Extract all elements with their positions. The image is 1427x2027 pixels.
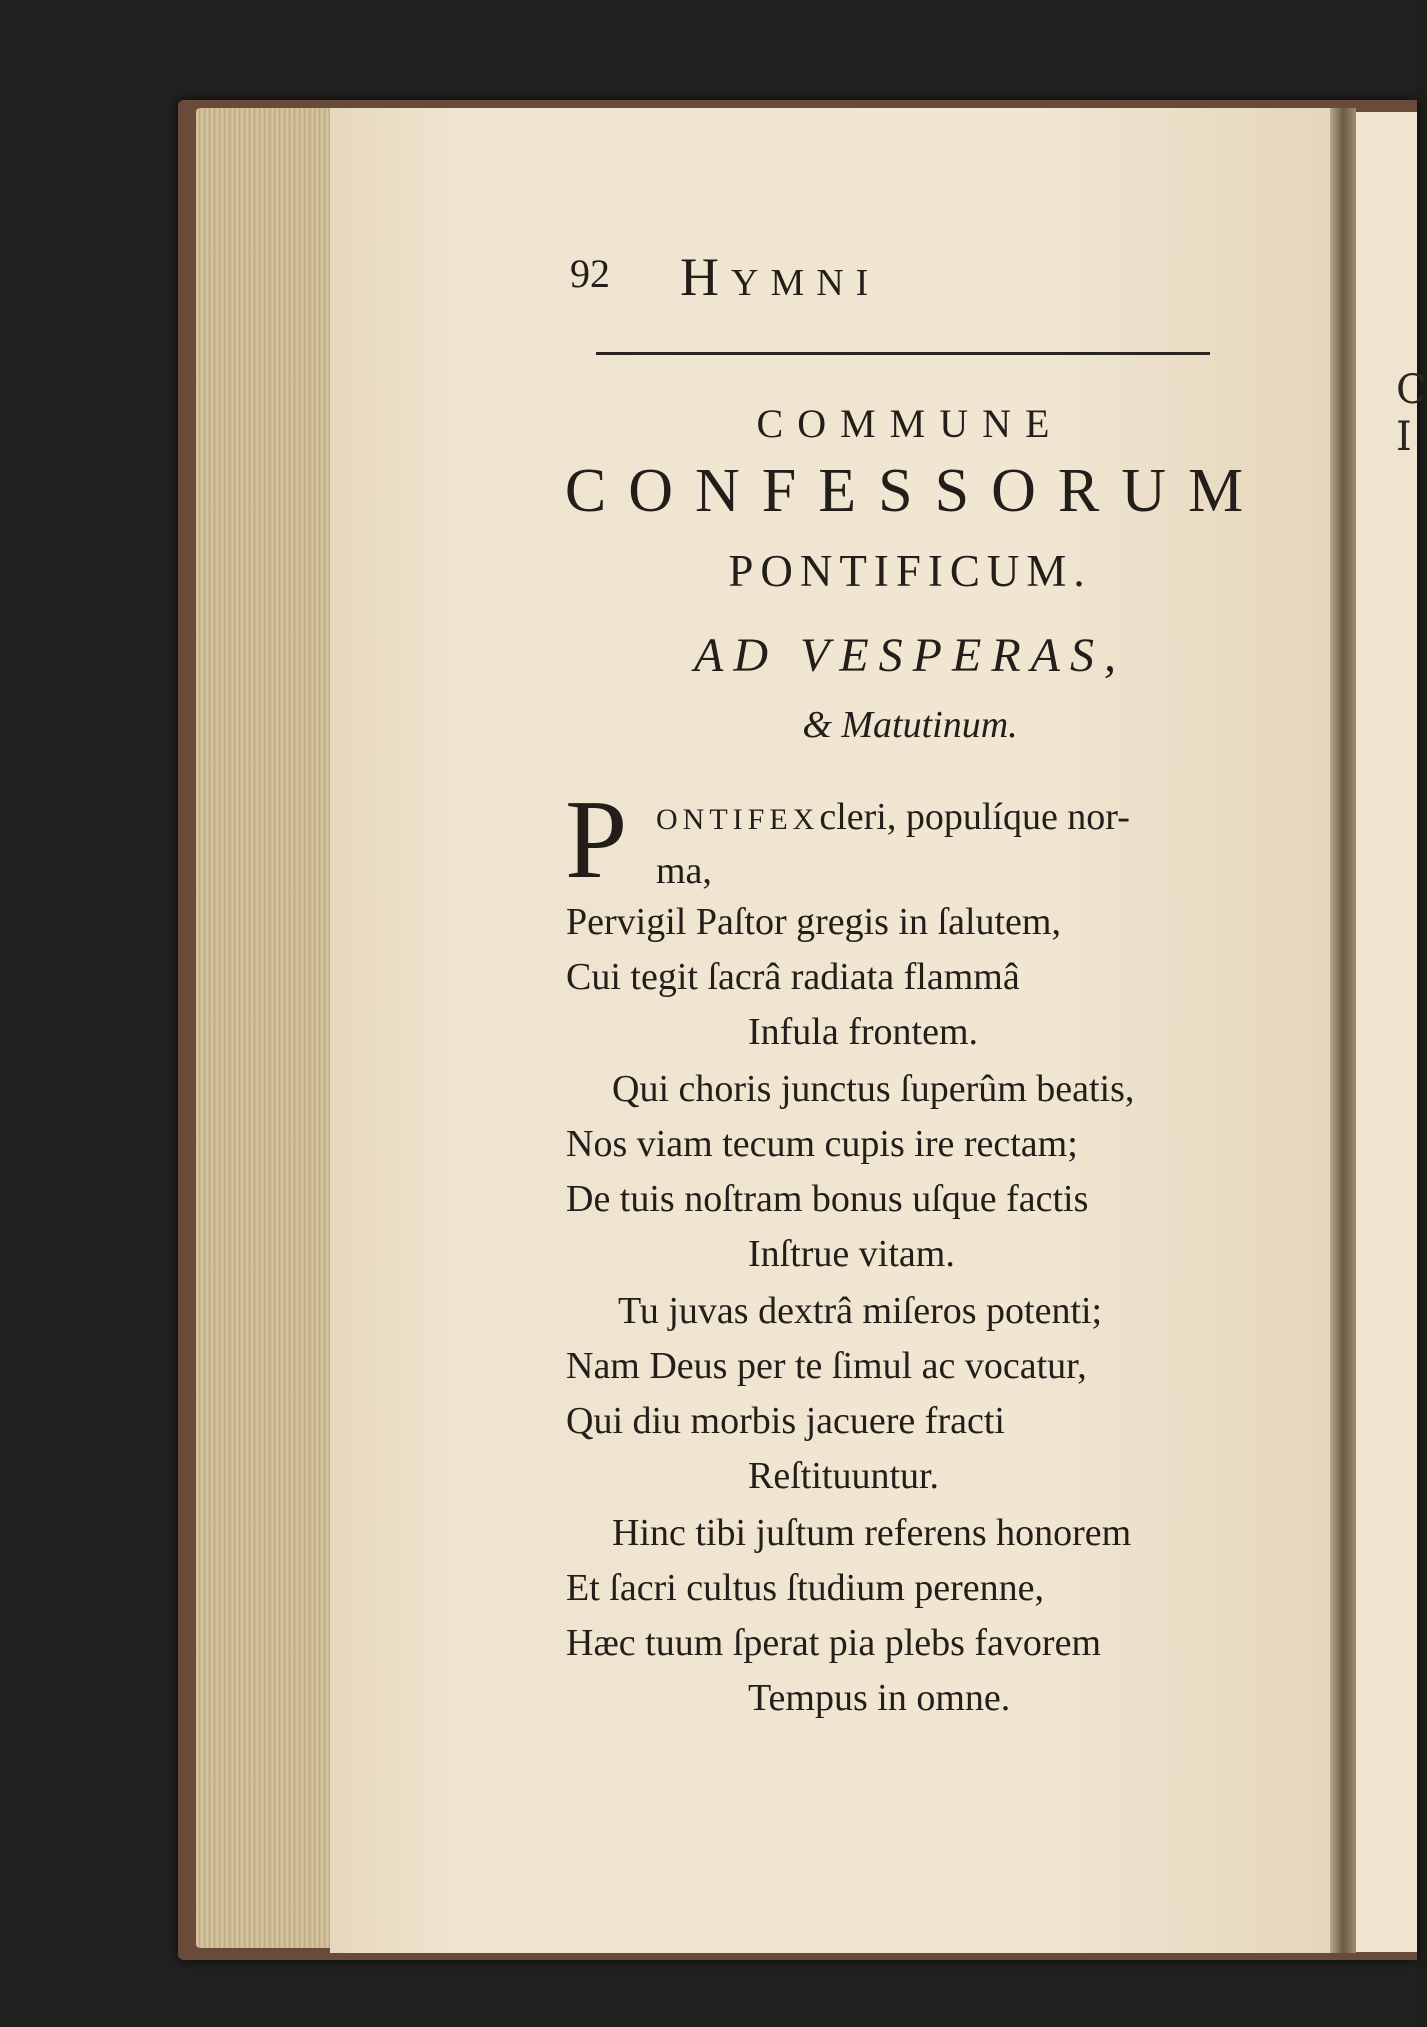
right-page-edge: [1356, 112, 1427, 1952]
verse-line: Cui tegit ſacrâ radiata flammâ: [566, 956, 1020, 998]
verse-line: Et ſacri cultus ſtudium perenne,: [566, 1567, 1045, 1609]
verse-line: Qui diu morbis jacuere fracti: [566, 1400, 1005, 1442]
verse-line: Hæc tuum ſperat pia plebs favorem: [566, 1622, 1102, 1664]
verse-line: Nos viam tecum cupis ire rectam;: [566, 1123, 1078, 1165]
heading-pontificum: PONTIFICUM.: [728, 546, 1092, 596]
right-page-glyph: C: [1396, 367, 1427, 413]
verse-line: De tuis noſtram bonus uſque factis: [566, 1178, 1089, 1220]
running-title-rest: YMNI: [731, 262, 881, 304]
heading-confessorum: CONFESSORUM: [564, 457, 1266, 525]
page-number: 92: [570, 251, 610, 296]
verse-line: Reſtituuntur.: [748, 1455, 940, 1497]
verse-line: Infula frontem.: [748, 1011, 979, 1053]
hymn-first-line: [656, 795, 1130, 839]
first-line-smallcaps: ONTIFEX: [656, 803, 820, 836]
drop-cap: P: [565, 778, 628, 902]
heading-ad-vesperas: AD VESPERAS,: [694, 629, 1126, 682]
verse-line: Nam Deus per te ſimul ac vocatur,: [566, 1345, 1087, 1387]
verse-line: Tempus in omne.: [748, 1677, 1011, 1719]
first-line-rest: cleri, populíque nor-: [819, 796, 1130, 838]
verse-line: Qui choris junctus ſuperûm beatis,: [612, 1068, 1135, 1110]
heading-commune: COMMUNE: [756, 401, 1064, 446]
running-header: [570, 247, 1210, 310]
book-gutter: [1330, 108, 1356, 1953]
hymn-first-line-cont: ma,: [656, 850, 712, 892]
header-rule: [596, 352, 1210, 355]
page-edges: [196, 108, 346, 1948]
heading-matutinum: & Matutinum.: [802, 704, 1018, 746]
verse-line: Inſtrue vitam.: [748, 1233, 955, 1275]
running-title-initial: H: [680, 247, 731, 307]
verse-line: Hinc tibi juſtum referens honorem: [612, 1512, 1132, 1554]
right-page-glyph: I: [1396, 414, 1412, 460]
running-title: [680, 246, 880, 308]
verse-line: Pervigil Paſtor gregis in ſalutem,: [566, 901, 1061, 943]
verse-line: Tu juvas dextrâ miſeros potenti;: [618, 1290, 1103, 1332]
